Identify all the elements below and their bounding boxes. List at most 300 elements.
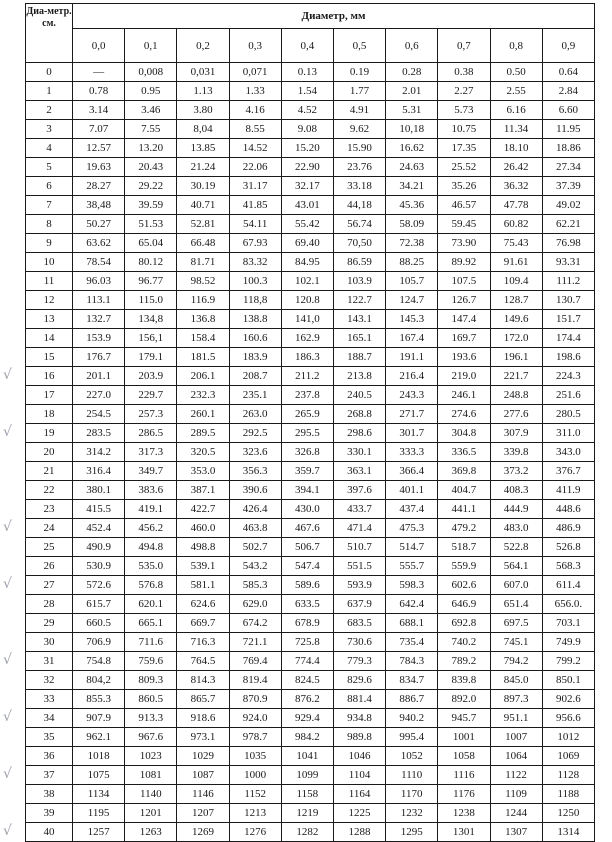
area-cell: 1263 <box>125 823 177 842</box>
area-cell: 1301 <box>438 823 490 842</box>
area-cell: 934.8 <box>333 709 385 728</box>
area-cell: 307.9 <box>490 424 542 443</box>
area-cell: 422.7 <box>177 500 229 519</box>
area-cell: 665.1 <box>125 614 177 633</box>
span-header: Диаметр, мм <box>73 4 595 29</box>
area-cell: 46.57 <box>438 196 490 215</box>
area-cell: 18.10 <box>490 139 542 158</box>
area-cell: 326.8 <box>281 443 333 462</box>
area-cell: 967.6 <box>125 728 177 747</box>
area-cell: 387.1 <box>177 481 229 500</box>
area-cell: 298.6 <box>333 424 385 443</box>
area-cell: — <box>73 63 125 82</box>
area-cell: 433.7 <box>333 500 385 519</box>
area-cell: 642.4 <box>386 595 438 614</box>
table-row <box>26 405 595 424</box>
area-cell: 257.3 <box>125 405 177 424</box>
area-cell: 4.52 <box>281 101 333 120</box>
area-cell: 799.2 <box>542 652 594 671</box>
area-cell: 651.4 <box>490 595 542 614</box>
area-cell: 1207 <box>177 804 229 823</box>
table-row <box>26 766 595 785</box>
area-cell: 28.27 <box>73 177 125 196</box>
area-cell: 0.13 <box>281 63 333 82</box>
area-cell: 75.43 <box>490 234 542 253</box>
area-table-page <box>25 3 595 842</box>
table-row <box>26 633 595 652</box>
area-cell: 56.74 <box>333 215 385 234</box>
check-mark: √ <box>3 519 12 535</box>
area-cell: 850.1 <box>542 671 594 690</box>
area-cell: 65.04 <box>125 234 177 253</box>
table-row <box>26 310 595 329</box>
table-body <box>26 63 595 842</box>
area-cell: 589.6 <box>281 576 333 595</box>
table-row <box>26 538 595 557</box>
area-cell: 706.9 <box>73 633 125 652</box>
row-diameter: 22 <box>26 481 73 500</box>
row-diameter: 6 <box>26 177 73 196</box>
table-row <box>26 272 595 291</box>
column-header: 0,1 <box>125 29 177 63</box>
area-cell: 98.52 <box>177 272 229 291</box>
area-cell: 116.9 <box>177 291 229 310</box>
area-cell: 83.32 <box>229 253 281 272</box>
area-cell: 907.9 <box>73 709 125 728</box>
area-cell: 984.2 <box>281 728 333 747</box>
area-cell: 124.7 <box>386 291 438 310</box>
area-cell: 193.6 <box>438 348 490 367</box>
area-cell: 40.71 <box>177 196 229 215</box>
area-cell: 18.86 <box>542 139 594 158</box>
area-cell: 66.48 <box>177 234 229 253</box>
area-cell: 10.75 <box>438 120 490 139</box>
area-cell: 289.5 <box>177 424 229 443</box>
area-cell: 1.54 <box>281 82 333 101</box>
area-cell: 754.8 <box>73 652 125 671</box>
area-cell: 11.95 <box>542 120 594 139</box>
area-cell: 30.19 <box>177 177 229 196</box>
area-cell: 1225 <box>333 804 385 823</box>
area-cell: 749.9 <box>542 633 594 652</box>
area-cell: 730.6 <box>333 633 385 652</box>
area-cell: 1116 <box>438 766 490 785</box>
row-diameter: 4 <box>26 139 73 158</box>
area-cell: 551.5 <box>333 557 385 576</box>
table-row <box>26 63 595 82</box>
area-cell: 7.55 <box>125 120 177 139</box>
area-cell: 23.76 <box>333 158 385 177</box>
table-row <box>26 652 595 671</box>
table-row <box>26 709 595 728</box>
area-cell: 839.8 <box>438 671 490 690</box>
area-cell: 1269 <box>177 823 229 842</box>
area-cell: 156,1 <box>125 329 177 348</box>
area-cell: 494.8 <box>125 538 177 557</box>
area-cell: 1.13 <box>177 82 229 101</box>
area-cell: 11.34 <box>490 120 542 139</box>
area-cell: 2.01 <box>386 82 438 101</box>
table-header <box>26 4 595 63</box>
area-cell: 16.62 <box>386 139 438 158</box>
area-cell: 1276 <box>229 823 281 842</box>
area-cell: 22.90 <box>281 158 333 177</box>
area-cell: 12.57 <box>73 139 125 158</box>
row-diameter: 12 <box>26 291 73 310</box>
area-cell: 219.0 <box>438 367 490 386</box>
area-cell: 401.1 <box>386 481 438 500</box>
area-cell: 39.59 <box>125 196 177 215</box>
area-cell: 860.5 <box>125 690 177 709</box>
area-cell: 486.9 <box>542 519 594 538</box>
area-cell: 394.1 <box>281 481 333 500</box>
row-diameter: 28 <box>26 595 73 614</box>
row-diameter: 27 <box>26 576 73 595</box>
area-cell: 10,18 <box>386 120 438 139</box>
area-cell: 132.7 <box>73 310 125 329</box>
area-cell: 35.26 <box>438 177 490 196</box>
area-cell: 514.7 <box>386 538 438 557</box>
area-cell: 430.0 <box>281 500 333 519</box>
table-row <box>26 101 595 120</box>
table-row <box>26 424 595 443</box>
check-mark: √ <box>3 823 12 839</box>
area-cell: 611.4 <box>542 576 594 595</box>
area-cell: 41.85 <box>229 196 281 215</box>
area-cell: 637.9 <box>333 595 385 614</box>
row-diameter: 37 <box>26 766 73 785</box>
area-cell: 6.60 <box>542 101 594 120</box>
area-cell: 251.6 <box>542 386 594 405</box>
area-cell: 81.71 <box>177 253 229 272</box>
area-cell: 44,18 <box>333 196 385 215</box>
area-cell: 576.8 <box>125 576 177 595</box>
area-cell: 224.3 <box>542 367 594 386</box>
area-cell: 1238 <box>438 804 490 823</box>
check-mark: √ <box>3 652 12 668</box>
area-cell: 24.63 <box>386 158 438 177</box>
area-cell: 49.02 <box>542 196 594 215</box>
area-cell: 411.9 <box>542 481 594 500</box>
area-cell: 54.11 <box>229 215 281 234</box>
area-cell: 149.6 <box>490 310 542 329</box>
area-cell: 607.0 <box>490 576 542 595</box>
table-row <box>26 785 595 804</box>
row-diameter: 19 <box>26 424 73 443</box>
area-cell: 0.64 <box>542 63 594 82</box>
area-cell: 456.2 <box>125 519 177 538</box>
area-cell: 437.4 <box>386 500 438 519</box>
area-cell: 419.1 <box>125 500 177 519</box>
area-cell: 945.7 <box>438 709 490 728</box>
area-cell: 229.7 <box>125 386 177 405</box>
check-mark: √ <box>3 367 12 383</box>
area-cell: 36.32 <box>490 177 542 196</box>
table-row <box>26 481 595 500</box>
area-cell: 620.1 <box>125 595 177 614</box>
margin-marks <box>0 0 24 839</box>
area-cell: 1146 <box>177 785 229 804</box>
area-cell: 203.9 <box>125 367 177 386</box>
area-cell: 0,071 <box>229 63 281 82</box>
area-cell: 58.09 <box>386 215 438 234</box>
area-cell: 543.2 <box>229 557 281 576</box>
table-row <box>26 348 595 367</box>
area-cell: 47.78 <box>490 196 542 215</box>
area-cell: 151.7 <box>542 310 594 329</box>
area-cell: 63.62 <box>73 234 125 253</box>
table-row <box>26 177 595 196</box>
check-mark: √ <box>3 424 12 440</box>
area-cell: 109.4 <box>490 272 542 291</box>
area-cell: 951.1 <box>490 709 542 728</box>
table-row <box>26 386 595 405</box>
area-cell: 814.3 <box>177 671 229 690</box>
area-cell: 208.7 <box>229 367 281 386</box>
area-cell: 581.1 <box>177 576 229 595</box>
area-cell: 415.5 <box>73 500 125 519</box>
row-diameter: 29 <box>26 614 73 633</box>
area-cell: 646.9 <box>438 595 490 614</box>
area-cell: 162.9 <box>281 329 333 348</box>
area-table <box>25 3 595 842</box>
area-cell: 115.0 <box>125 291 177 310</box>
table-row <box>26 367 595 386</box>
area-cell: 1110 <box>386 766 438 785</box>
area-cell: 789.2 <box>438 652 490 671</box>
area-cell: 471.4 <box>333 519 385 538</box>
area-cell: 678.9 <box>281 614 333 633</box>
row-diameter: 10 <box>26 253 73 272</box>
area-cell: 870.9 <box>229 690 281 709</box>
area-cell: 824.5 <box>281 671 333 690</box>
area-cell: 183.9 <box>229 348 281 367</box>
area-cell: 978.7 <box>229 728 281 747</box>
area-cell: 940.2 <box>386 709 438 728</box>
area-cell: 86.59 <box>333 253 385 272</box>
area-cell: 80.12 <box>125 253 177 272</box>
area-cell: 498.8 <box>177 538 229 557</box>
area-cell: 1152 <box>229 785 281 804</box>
area-cell: 692.8 <box>438 614 490 633</box>
table-row <box>26 139 595 158</box>
area-cell: 1023 <box>125 747 177 766</box>
area-cell: 174.4 <box>542 329 594 348</box>
area-cell: 76.98 <box>542 234 594 253</box>
table-row <box>26 196 595 215</box>
area-cell: 206.1 <box>177 367 229 386</box>
area-cell: 1257 <box>73 823 125 842</box>
area-cell: 38,48 <box>73 196 125 215</box>
area-cell: 237.8 <box>281 386 333 405</box>
area-cell: 845.0 <box>490 671 542 690</box>
table-row <box>26 519 595 538</box>
area-cell: 158.4 <box>177 329 229 348</box>
area-cell: 740.2 <box>438 633 490 652</box>
area-cell: 660.5 <box>73 614 125 633</box>
area-cell: 353.0 <box>177 462 229 481</box>
area-cell: 268.8 <box>333 405 385 424</box>
area-cell: 72.38 <box>386 234 438 253</box>
area-cell: 84.95 <box>281 253 333 272</box>
area-cell: 8.55 <box>229 120 281 139</box>
area-cell: 102.1 <box>281 272 333 291</box>
area-cell: 568.3 <box>542 557 594 576</box>
area-cell: 333.3 <box>386 443 438 462</box>
area-cell: 1244 <box>490 804 542 823</box>
area-cell: 323.6 <box>229 443 281 462</box>
row-diameter: 31 <box>26 652 73 671</box>
area-cell: 918.6 <box>177 709 229 728</box>
area-cell: 283.5 <box>73 424 125 443</box>
area-cell: 598.3 <box>386 576 438 595</box>
area-cell: 383.6 <box>125 481 177 500</box>
area-cell: 779.3 <box>333 652 385 671</box>
area-cell: 559.9 <box>438 557 490 576</box>
area-cell: 356.3 <box>229 462 281 481</box>
area-cell: 390.6 <box>229 481 281 500</box>
area-cell: 4.16 <box>229 101 281 120</box>
area-cell: 103.9 <box>333 272 385 291</box>
area-cell: 34.21 <box>386 177 438 196</box>
area-cell: 1295 <box>386 823 438 842</box>
area-cell: 13.85 <box>177 139 229 158</box>
area-cell: 1288 <box>333 823 385 842</box>
area-cell: 311.0 <box>542 424 594 443</box>
area-cell: 929.4 <box>281 709 333 728</box>
area-cell: 1052 <box>386 747 438 766</box>
area-cell: 17.35 <box>438 139 490 158</box>
area-cell: 924.0 <box>229 709 281 728</box>
area-cell: 1109 <box>490 785 542 804</box>
area-cell: 126.7 <box>438 291 490 310</box>
table-row <box>26 747 595 766</box>
area-cell: 20.43 <box>125 158 177 177</box>
area-cell: 444.9 <box>490 500 542 519</box>
area-cell: 1000 <box>229 766 281 785</box>
area-cell: 564.1 <box>490 557 542 576</box>
area-cell: 143.1 <box>333 310 385 329</box>
area-cell: 317.3 <box>125 443 177 462</box>
area-cell: 105.7 <box>386 272 438 291</box>
area-cell: 452.4 <box>73 519 125 538</box>
area-cell: 1134 <box>73 785 125 804</box>
area-cell: 13.20 <box>125 139 177 158</box>
area-cell: 585.3 <box>229 576 281 595</box>
area-cell: 794.2 <box>490 652 542 671</box>
column-header: 0,0 <box>73 29 125 63</box>
area-cell: 15.20 <box>281 139 333 158</box>
area-cell: 343.0 <box>542 443 594 462</box>
area-cell: 128.7 <box>490 291 542 310</box>
area-cell: 475.3 <box>386 519 438 538</box>
area-cell: 167.4 <box>386 329 438 348</box>
row-diameter: 2 <box>26 101 73 120</box>
row-diameter: 9 <box>26 234 73 253</box>
area-cell: 122.7 <box>333 291 385 310</box>
area-cell: 363.1 <box>333 462 385 481</box>
area-cell: 59.45 <box>438 215 490 234</box>
column-header: 0,2 <box>177 29 229 63</box>
area-cell: 32.17 <box>281 177 333 196</box>
column-header: 0,4 <box>281 29 333 63</box>
area-cell: 674.2 <box>229 614 281 633</box>
area-cell: 15.90 <box>333 139 385 158</box>
table-row <box>26 82 595 101</box>
row-diameter: 8 <box>26 215 73 234</box>
area-cell: 67.93 <box>229 234 281 253</box>
area-cell: 1035 <box>229 747 281 766</box>
area-cell: 43.01 <box>281 196 333 215</box>
area-cell: 91.61 <box>490 253 542 272</box>
area-cell: 2.55 <box>490 82 542 101</box>
area-cell: 688.1 <box>386 614 438 633</box>
area-cell: 0.50 <box>490 63 542 82</box>
area-cell: 0.28 <box>386 63 438 82</box>
row-diameter: 33 <box>26 690 73 709</box>
area-cell: 615.7 <box>73 595 125 614</box>
area-cell: 235.1 <box>229 386 281 405</box>
area-cell: 376.7 <box>542 462 594 481</box>
table-row <box>26 614 595 633</box>
area-cell: 973.1 <box>177 728 229 747</box>
area-cell: 6.16 <box>490 101 542 120</box>
area-cell: 153.9 <box>73 329 125 348</box>
area-cell: 111.2 <box>542 272 594 291</box>
area-cell: 100.3 <box>229 272 281 291</box>
area-cell: 3.80 <box>177 101 229 120</box>
area-cell: 535.0 <box>125 557 177 576</box>
area-cell: 897.3 <box>490 690 542 709</box>
area-cell: 624.6 <box>177 595 229 614</box>
area-cell: 274.6 <box>438 405 490 424</box>
area-cell: 1.77 <box>333 82 385 101</box>
area-cell: 769.4 <box>229 652 281 671</box>
area-cell: 25.52 <box>438 158 490 177</box>
column-header: 0,5 <box>333 29 385 63</box>
area-cell: 892.0 <box>438 690 490 709</box>
area-cell: 216.4 <box>386 367 438 386</box>
area-cell: 349.7 <box>125 462 177 481</box>
area-cell: 260.1 <box>177 405 229 424</box>
area-cell: 51.53 <box>125 215 177 234</box>
area-cell: 113.1 <box>73 291 125 310</box>
area-cell: 9.62 <box>333 120 385 139</box>
area-cell: 683.5 <box>333 614 385 633</box>
area-cell: 1012 <box>542 728 594 747</box>
row-diameter: 5 <box>26 158 73 177</box>
area-cell: 130.7 <box>542 291 594 310</box>
area-cell: 316.4 <box>73 462 125 481</box>
corner-header: Диа-метр. см. <box>26 4 73 63</box>
area-cell: 33.18 <box>333 177 385 196</box>
area-cell: 1064 <box>490 747 542 766</box>
row-diameter: 14 <box>26 329 73 348</box>
row-diameter: 39 <box>26 804 73 823</box>
area-cell: 522.8 <box>490 538 542 557</box>
area-cell: 716.3 <box>177 633 229 652</box>
area-cell: 248.8 <box>490 386 542 405</box>
area-cell: 819.4 <box>229 671 281 690</box>
area-cell: 593.9 <box>333 576 385 595</box>
area-cell: 829.6 <box>333 671 385 690</box>
area-cell: 1282 <box>281 823 333 842</box>
area-cell: 136.8 <box>177 310 229 329</box>
area-cell: 186.3 <box>281 348 333 367</box>
area-cell: 172.0 <box>490 329 542 348</box>
area-cell: 3.14 <box>73 101 125 120</box>
area-cell: 506.7 <box>281 538 333 557</box>
